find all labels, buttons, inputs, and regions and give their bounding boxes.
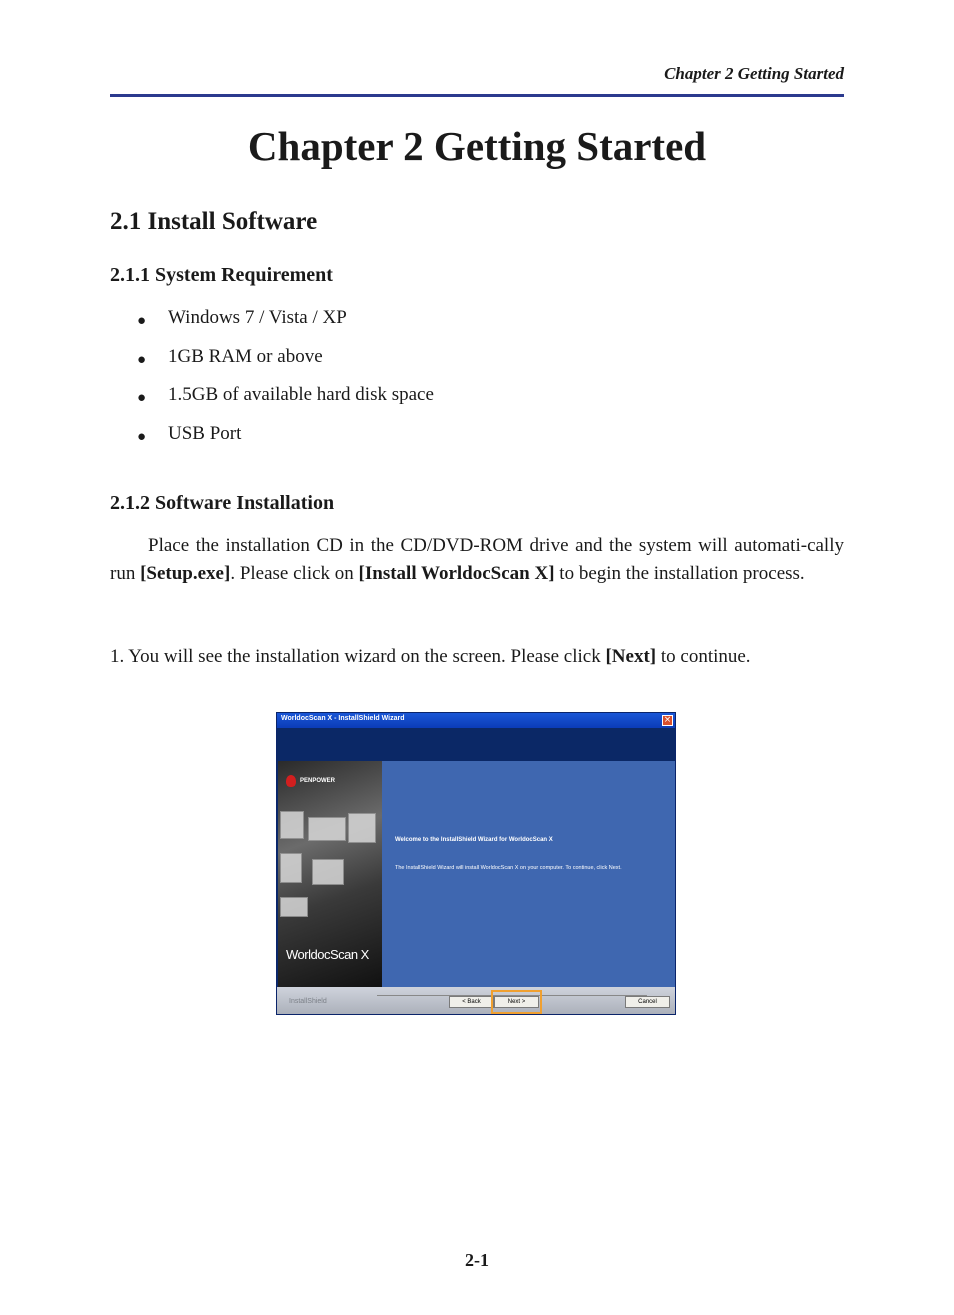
- bullet-icon: ●: [137, 390, 147, 406]
- subsection-system-requirement: 2.1.1 System Requirement: [110, 264, 333, 286]
- bullet-icon: ●: [137, 428, 147, 445]
- bullet-icon: ●: [137, 313, 147, 329]
- product-thumbnail: [348, 813, 376, 843]
- welcome-text: Welcome to the InstallShield Wizard for WorldocScan X: [395, 837, 553, 843]
- install-button-ref: [Install WorldocScan X]: [358, 563, 555, 584]
- subsection-software-installation: 2.1.2 Software Installation: [110, 492, 335, 514]
- list-item: [110, 423, 434, 462]
- page-number: 2-1: [465, 1250, 489, 1270]
- next-highlight: [491, 990, 542, 1014]
- wizard-side-image: [278, 761, 382, 987]
- wizard-title: WorldocScan X - InstallShield Wizard: [281, 715, 405, 722]
- installshield-wizard-screenshot: [276, 712, 676, 1015]
- text: to begin the installation process.: [554, 563, 805, 584]
- wizard-titlebar: [277, 713, 675, 728]
- requirement-list: [110, 307, 434, 461]
- list-item-text: USB Port: [168, 422, 242, 444]
- bullet-icon: ●: [137, 351, 147, 368]
- penpower-logo-icon: [286, 775, 296, 787]
- wizard-footer: [277, 987, 675, 1015]
- back-button[interactable]: < Back: [449, 996, 494, 1008]
- close-icon[interactable]: ×: [663, 715, 672, 725]
- chapter-title: Chapter 2 Getting Started: [247, 123, 707, 169]
- list-item-text: 1.5GB of available hard disk space: [168, 384, 434, 405]
- running-header: Chapter 2 Getting Started: [664, 64, 844, 83]
- cancel-button[interactable]: Cancel: [625, 996, 670, 1008]
- text: . Please click on: [230, 563, 359, 584]
- product-thumbnail: [280, 897, 308, 917]
- next-button[interactable]: Next >: [494, 996, 539, 1008]
- list-item: [110, 307, 434, 346]
- list-item-text: 1GB RAM or above: [168, 345, 323, 367]
- product-thumbnail: [308, 817, 346, 841]
- wizard-body-text: The InstallShield Wizard will install WorldocScan X on your computer. To continue, click Next.: [395, 865, 622, 871]
- wizard-content: [382, 761, 676, 987]
- text: Place the installation CD in the CD/DVD-ROM drive and the system will automati-cally run: [110, 535, 844, 584]
- product-name: WorldocScan X: [286, 947, 369, 962]
- logo-text: PENPOWER: [300, 778, 336, 784]
- text: to continue.: [656, 646, 751, 667]
- product-thumbnail: [280, 811, 304, 839]
- section-title: 2.1 Install Software: [110, 208, 318, 235]
- list-item: [110, 384, 434, 423]
- install-paragraph: [110, 532, 844, 588]
- product-thumbnail: [312, 859, 344, 885]
- list-item: [110, 346, 434, 385]
- header-rule: [110, 94, 844, 97]
- step-1: [110, 643, 844, 671]
- text: 1. You will see the installation wizard on the screen. Please click: [110, 646, 606, 667]
- installshield-brand: InstallShield: [289, 998, 327, 1005]
- setup-exe-ref: [Setup.exe]: [140, 563, 231, 584]
- next-ref: [Next]: [605, 646, 657, 667]
- product-thumbnail: [280, 853, 302, 883]
- list-item-text: Windows 7 / Vista / XP: [168, 307, 347, 328]
- wizard-band: [277, 728, 675, 761]
